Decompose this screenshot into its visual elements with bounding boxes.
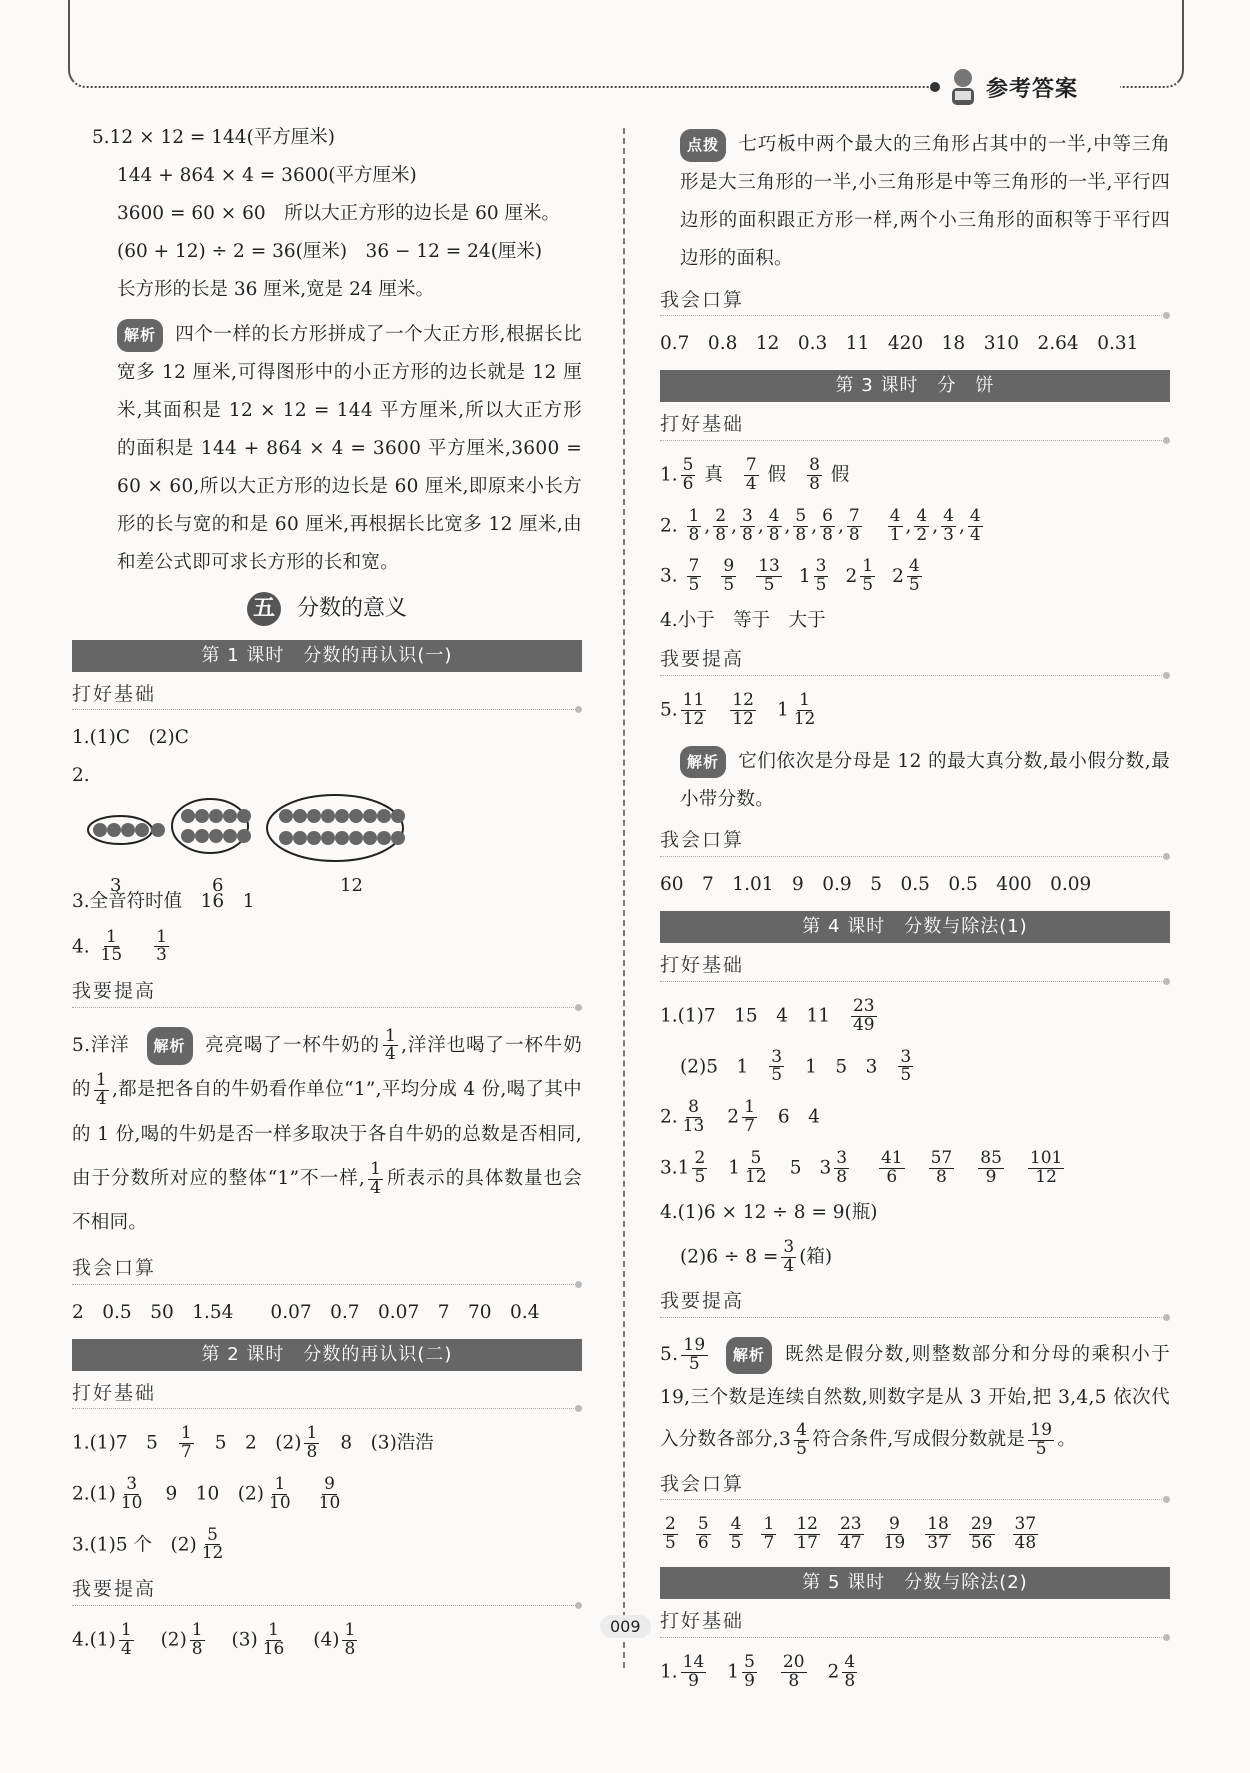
left-column [72,126,582,1673]
explanation [660,126,1170,278]
fraction: $\frac{1}{3}$ [156,926,167,966]
answer-line: 1.(1)7 5 $\frac{1}{7}$ 5 2 (2) $\frac{1}{8}$ 8 (3)浩浩 [72,1423,434,1463]
fraction: $\frac{1}{4}$ [120,1620,132,1659]
oral-answers: 0.7 0.8 12 0.3 11 420 18 310 2.64 0.31 [660,333,1139,355]
fraction: $\frac{5}{6}$ [697,1514,709,1554]
bullet-dot [930,82,940,92]
fraction: $\frac{41}{6}$ [880,1147,903,1187]
fraction: $\frac{4}{5}$ [908,556,920,596]
fraction: $\frac{3}{5}$ [900,1046,912,1086]
explanation [72,1024,582,1246]
fraction: $\frac{13}{5}$ [758,556,780,596]
fraction: $\frac{6}{8}$ [822,505,833,545]
fraction: $\frac{4}{1}$ [889,505,901,545]
fraction: $\frac{85}{9}$ [980,1147,1002,1187]
mixed-number: 1 $\frac{3}{5}$ [798,556,827,596]
apple-groups-figure [72,790,582,897]
fraction: $\frac{11}{12}$ [682,689,705,729]
fraction: $\frac{1}{10}$ [269,1473,291,1513]
right-column [660,126,1170,1704]
fraction: $\frac{1}{16}$ [262,1620,285,1659]
fraction: $\frac{5}{8}$ [795,505,807,545]
answer-line: (60 + 12) ÷ 2 = 36(厘米) 36 − 12 = 24(厘米) [117,241,543,263]
explanation [72,316,582,581]
section-heading: 我要提高 [72,979,582,1008]
fraction: $\frac{1}{7}$ [180,1423,192,1463]
lesson-title-bar: 第 2 课时 分数的再认识(二) [72,1339,582,1371]
explanation-text: 四个一样的长方形拼成了一个大正方形,根据长比宽多 12 厘米,可得图形中的小正方形的边长就是 12 厘米,其面积是 12 × 12 = 144 平方厘米,所以大正方形的面积是 144 + 864 × 4 = 3600 平方厘米,3600 = 60 × 60,所以大正方形的边长是 60 厘米,即原来小长方形的长与宽的和是 60 厘米,再根据长比宽多 12 厘米,由和差公式即可求长方形的长和宽。 [117,324,582,573]
lesson-title-bar: 第 3 课时 分 饼 [660,370,1170,402]
answer-line: 3.全音符时值 16 1 [72,891,255,913]
fraction: $\frac{9}{5}$ [723,556,735,596]
fraction: $\frac{19}{5}$ [1030,1419,1053,1459]
fraction: $\frac{19}{5}$ [683,1334,706,1374]
fraction: $\frac{7}{5}$ [688,556,700,596]
fraction: $\frac{12}{17}$ [796,1514,818,1554]
explanation: 5. $\frac{19}{5}$ 解析 既然是假分数,则整数部分和分母的乘积小于 19,三个数是连续自然数,则数字是从 3 开始,把 3,4,5 依次代入分数各部分,3 $\frac{4}{5}$ 符合条件,写成假分数就是 $\frac{19}{5}$ 。 [660,1334,1170,1459]
dianbo-tag: 点拨 [680,129,726,162]
column-divider [623,128,625,1668]
fraction: $\frac{1}{4}$ [370,1158,382,1198]
answer-line: 144 + 864 × 4 = 3600(平方厘米) [117,165,417,187]
fraction: $\frac{4}{8}$ [844,1651,856,1691]
section-heading: 我要提高 [72,1577,582,1606]
fraction: $\frac{3}{10}$ [120,1473,143,1513]
fraction: $\frac{101}{12}$ [1029,1147,1063,1187]
fraction: $\frac{1}{8}$ [688,505,700,545]
explanation-text: ,都是把各自的牛奶看作单位“1”,平均分成 4 份,喝了其中的 1 份,喝的牛奶是否一样多取决于各自牛奶的总数是否相同,由于分数所对应的整体“1”不一样, [72,1079,582,1190]
answer-line: (2)6 ÷ 8 = $\frac{3}{4}$ (箱) [680,1236,833,1276]
explanation-text: 亮亮喝了一杯牛奶的 [204,1034,380,1056]
answer-line: 2. [72,765,90,787]
fraction: $\frac{4}{3}$ [943,505,954,545]
fraction: $\frac{1}{7}$ [744,1097,755,1137]
fraction: $\frac{1}{4}$ [384,1025,397,1065]
answer-line: (2)5 1 $\frac{3}{5}$ 1 5 3 $\frac{3}{5}$ [680,1046,912,1086]
fraction: $\frac{4}{4}$ [969,505,981,545]
unit-number: 五 [247,592,281,626]
fraction: $\frac{1}{8}$ [191,1620,203,1659]
answer-line: 4.(1) $\frac{1}{4}$ (2) $\frac{1}{8}$ (3) $\frac{1}{16}$ (4) $\frac{1}{8}$ [72,1620,356,1659]
fraction: $\frac{14}{9}$ [682,1651,705,1691]
explanation-text: 它们依次是分母是 12 的最大真分数,最小假分数,最小带分数。 [680,750,1170,810]
answer-line [72,926,582,966]
answer-line: 3.1 $\frac{2}{5}$ 1 $\frac{5}{12}$ 5 3 $\frac{3}{8}$ $\frac{41}{6}$ $\frac{57}{8}$ $\frac{85}{9}$ $\frac{101}{12}$ [660,1147,1063,1187]
fraction: $\frac{3}{5}$ [815,556,827,596]
fraction: $\frac{1}{15}$ [100,926,123,966]
apple-groups-icon [80,790,420,870]
oral-answers: 60 7 1.01 9 0.9 5 0.5 0.5 400 0.09 [660,874,1092,896]
section-heading: 打好基础 [72,682,582,711]
section-heading: 我会口算 [72,1256,582,1285]
lesson-title-bar: 第 1 课时 分数的再认识(一) [72,640,582,672]
fraction: $\frac{23}{47}$ [839,1514,862,1554]
answer-line: 2.(1) $\frac{3}{10}$ 9 10 (2) $\frac{1}{10}$ $\frac{9}{10}$ [72,1473,341,1513]
answer-line: 3. $\frac{7}{5}$ $\frac{9}{5}$ $\frac{13}{5}$ 1 $\frac{3}{5}$ 2 $\frac{1}{5}$ 2 $\frac{4}{5}$ [660,558,1170,595]
explanation-text: 七巧板中两个最大的三角形占其中的一半,中等三角形是大三角形的一半,小三角形是中等三角形的一半,平行四边形的面积跟正方形一样,两个小三角形的面积等于平行四边形的面积。 [680,134,1170,269]
answer-line: 长方形的长是 36 厘米,宽是 24 厘米。 [117,279,434,301]
answer-line: 4.小于 等于 大于 [660,610,826,632]
fraction: $\frac{4}{5}$ [730,1514,742,1554]
fraction: $\frac{8}{13}$ [682,1097,705,1137]
fraction: $\frac{4}{2}$ [916,505,928,545]
explanation-text: 牛奶的 [72,1034,583,1101]
oral-answers [660,1516,1170,1553]
oral-answers: 2 0.5 50 1.54 0.07 0.7 0.07 7 70 0.4 [72,1301,540,1323]
section-heading: 打好基础 [660,1609,1170,1638]
figure-label: 6 [212,875,224,897]
fraction: $\frac{1}{5}$ [862,556,874,596]
answer-line: 1.(1)C (2)C [72,727,189,749]
answer-line: 2. $\frac{8}{13}$ 2 $\frac{1}{7}$ 6 4 [660,1097,820,1137]
fraction: $\frac{57}{8}$ [930,1147,953,1187]
page-number: 009 [600,1615,651,1638]
section-heading: 打好基础 [660,412,1170,441]
unit-title: 分数的意义 [296,595,407,621]
explanation [660,743,1170,819]
answer-line: 1. $\frac{14}{9}$ 1 $\frac{5}{9}$ $\frac{20}{8}$ 2 $\frac{4}{8}$ [660,1651,856,1691]
answer-text: 5.洋洋 [72,1034,130,1056]
fraction: $\frac{3}{5}$ [771,1046,783,1086]
section-heading: 打好基础 [660,953,1170,982]
answer-line: 3.(1)5 个 (2) $\frac{5}{12}$ [72,1524,224,1564]
section-heading: 我要提高 [660,1289,1170,1318]
fraction: $\frac{5}{12}$ [201,1524,224,1564]
fraction: $\frac{9}{19}$ [883,1514,906,1554]
section-heading: 我会口算 [660,288,1170,317]
question-number: 4. [72,935,90,957]
fraction: $\frac{3}{4}$ [783,1236,795,1276]
jiexi-tag: 解析 [680,746,726,779]
lesson-title-bar: 第 5 课时 分数与除法(2) [660,1567,1170,1599]
jiexi-tag: 解析 [117,319,163,352]
fraction: $\frac{20}{8}$ [782,1651,805,1691]
fraction: $\frac{1}{7}$ [763,1514,775,1554]
answer-line: 3600 = 60 × 60 所以大正方形的边长是 60 厘米。 [117,203,560,225]
fraction: $\frac{5}{9}$ [744,1651,755,1691]
jiexi-tag: 解析 [726,1337,772,1374]
answer-line: 4.(1)6 × 12 ÷ 8 = 9(瓶) [660,1201,878,1223]
fraction: $\frac{2}{5}$ [694,1147,706,1187]
fraction: $\frac{5}{6}$ [682,455,694,494]
fraction: $\frac{2}{5}$ [665,1514,676,1554]
fraction: $\frac{2}{8}$ [715,505,727,545]
answer-line: 5.12 × 12 = 144(平方厘米) [92,127,336,148]
fraction: $\frac{4}{8}$ [768,505,780,545]
answer-line: 1. $\frac{5}{6}$ 真 $\frac{7}{4}$ 假 $\frac{8}{8}$ 假 [660,455,850,494]
section-heading: 我要提高 [660,647,1170,676]
fraction: $\frac{37}{48}$ [1014,1514,1037,1554]
fraction: $\frac{1}{12}$ [793,689,816,729]
answer-line: 1.(1)7 15 4 11 $\frac{23}{49}$ [660,995,875,1035]
lesson-title-bar: 第 4 课时 分数与除法(1) [660,911,1170,943]
section-heading: 我会口算 [660,1472,1170,1501]
explanation-text: 既然是假分数,则整数部分和分母的乘积小于 19,三个数是连续自然数,则数字是从 3 开始,把 3,4,5 依次代入分数各部分,3 [660,1344,1170,1451]
fraction: $\frac{8}{8}$ [809,455,820,494]
section-heading: 打好基础 [72,1381,582,1410]
fraction: $\frac{1}{8}$ [306,1423,318,1463]
fraction: $\frac{3}{8}$ [836,1147,848,1187]
answer-line: 2. $\frac{1}{8}$ , $\frac{2}{8}$ , $\frac{3}{8}$ , $\frac{4}{8}$ , $\frac{5}{8}$ , $\frac{6}{8}$ , $\frac{7}{8}$ $\frac{4}{1}$ , $\frac{4}{2}$ , $\frac{4}{3}$ , $\frac{4}{4}$ [660,505,981,545]
mixed-number: 2 $\frac{4}{5}$ [892,556,920,596]
mixed-number: 2 $\frac{1}{5}$ [845,556,874,596]
fraction: $\frac{12}{12}$ [732,689,754,729]
jiexi-tag: 解析 [147,1027,193,1065]
fraction: $\frac{7}{8}$ [848,505,860,545]
explanation-text: ,洋洋也喝了一杯 [401,1034,544,1056]
unit-heading [72,592,582,626]
explanation-text: 所表示的具体数量也会不相同。 [72,1168,582,1234]
answer-line: 5. $\frac{11}{12}$ $\frac{12}{12}$ 1 $\frac{1}{12}$ [660,689,816,729]
figure-label: 3 [110,875,122,897]
explanation-text: 符合条件,写成假分数就是 [812,1429,1026,1451]
header-title: 参考答案 [986,76,1079,102]
header-badge [930,62,1120,112]
fraction: $\frac{23}{49}$ [852,995,875,1035]
fraction: $\frac{1}{4}$ [95,1069,107,1109]
section-heading: 我会口算 [660,828,1170,857]
fraction: $\frac{5}{12}$ [745,1147,767,1187]
fraction: $\frac{29}{56}$ [970,1514,993,1554]
fraction: $\frac{1}{8}$ [344,1620,356,1659]
figure-label: 12 [340,875,363,897]
fraction: $\frac{18}{37}$ [927,1514,949,1554]
student-mascot-icon [946,67,980,107]
fraction: $\frac{7}{4}$ [745,455,757,494]
fraction: $\frac{4}{5}$ [796,1419,808,1459]
fraction: $\frac{3}{8}$ [741,505,753,545]
fraction: $\frac{9}{10}$ [318,1473,341,1513]
